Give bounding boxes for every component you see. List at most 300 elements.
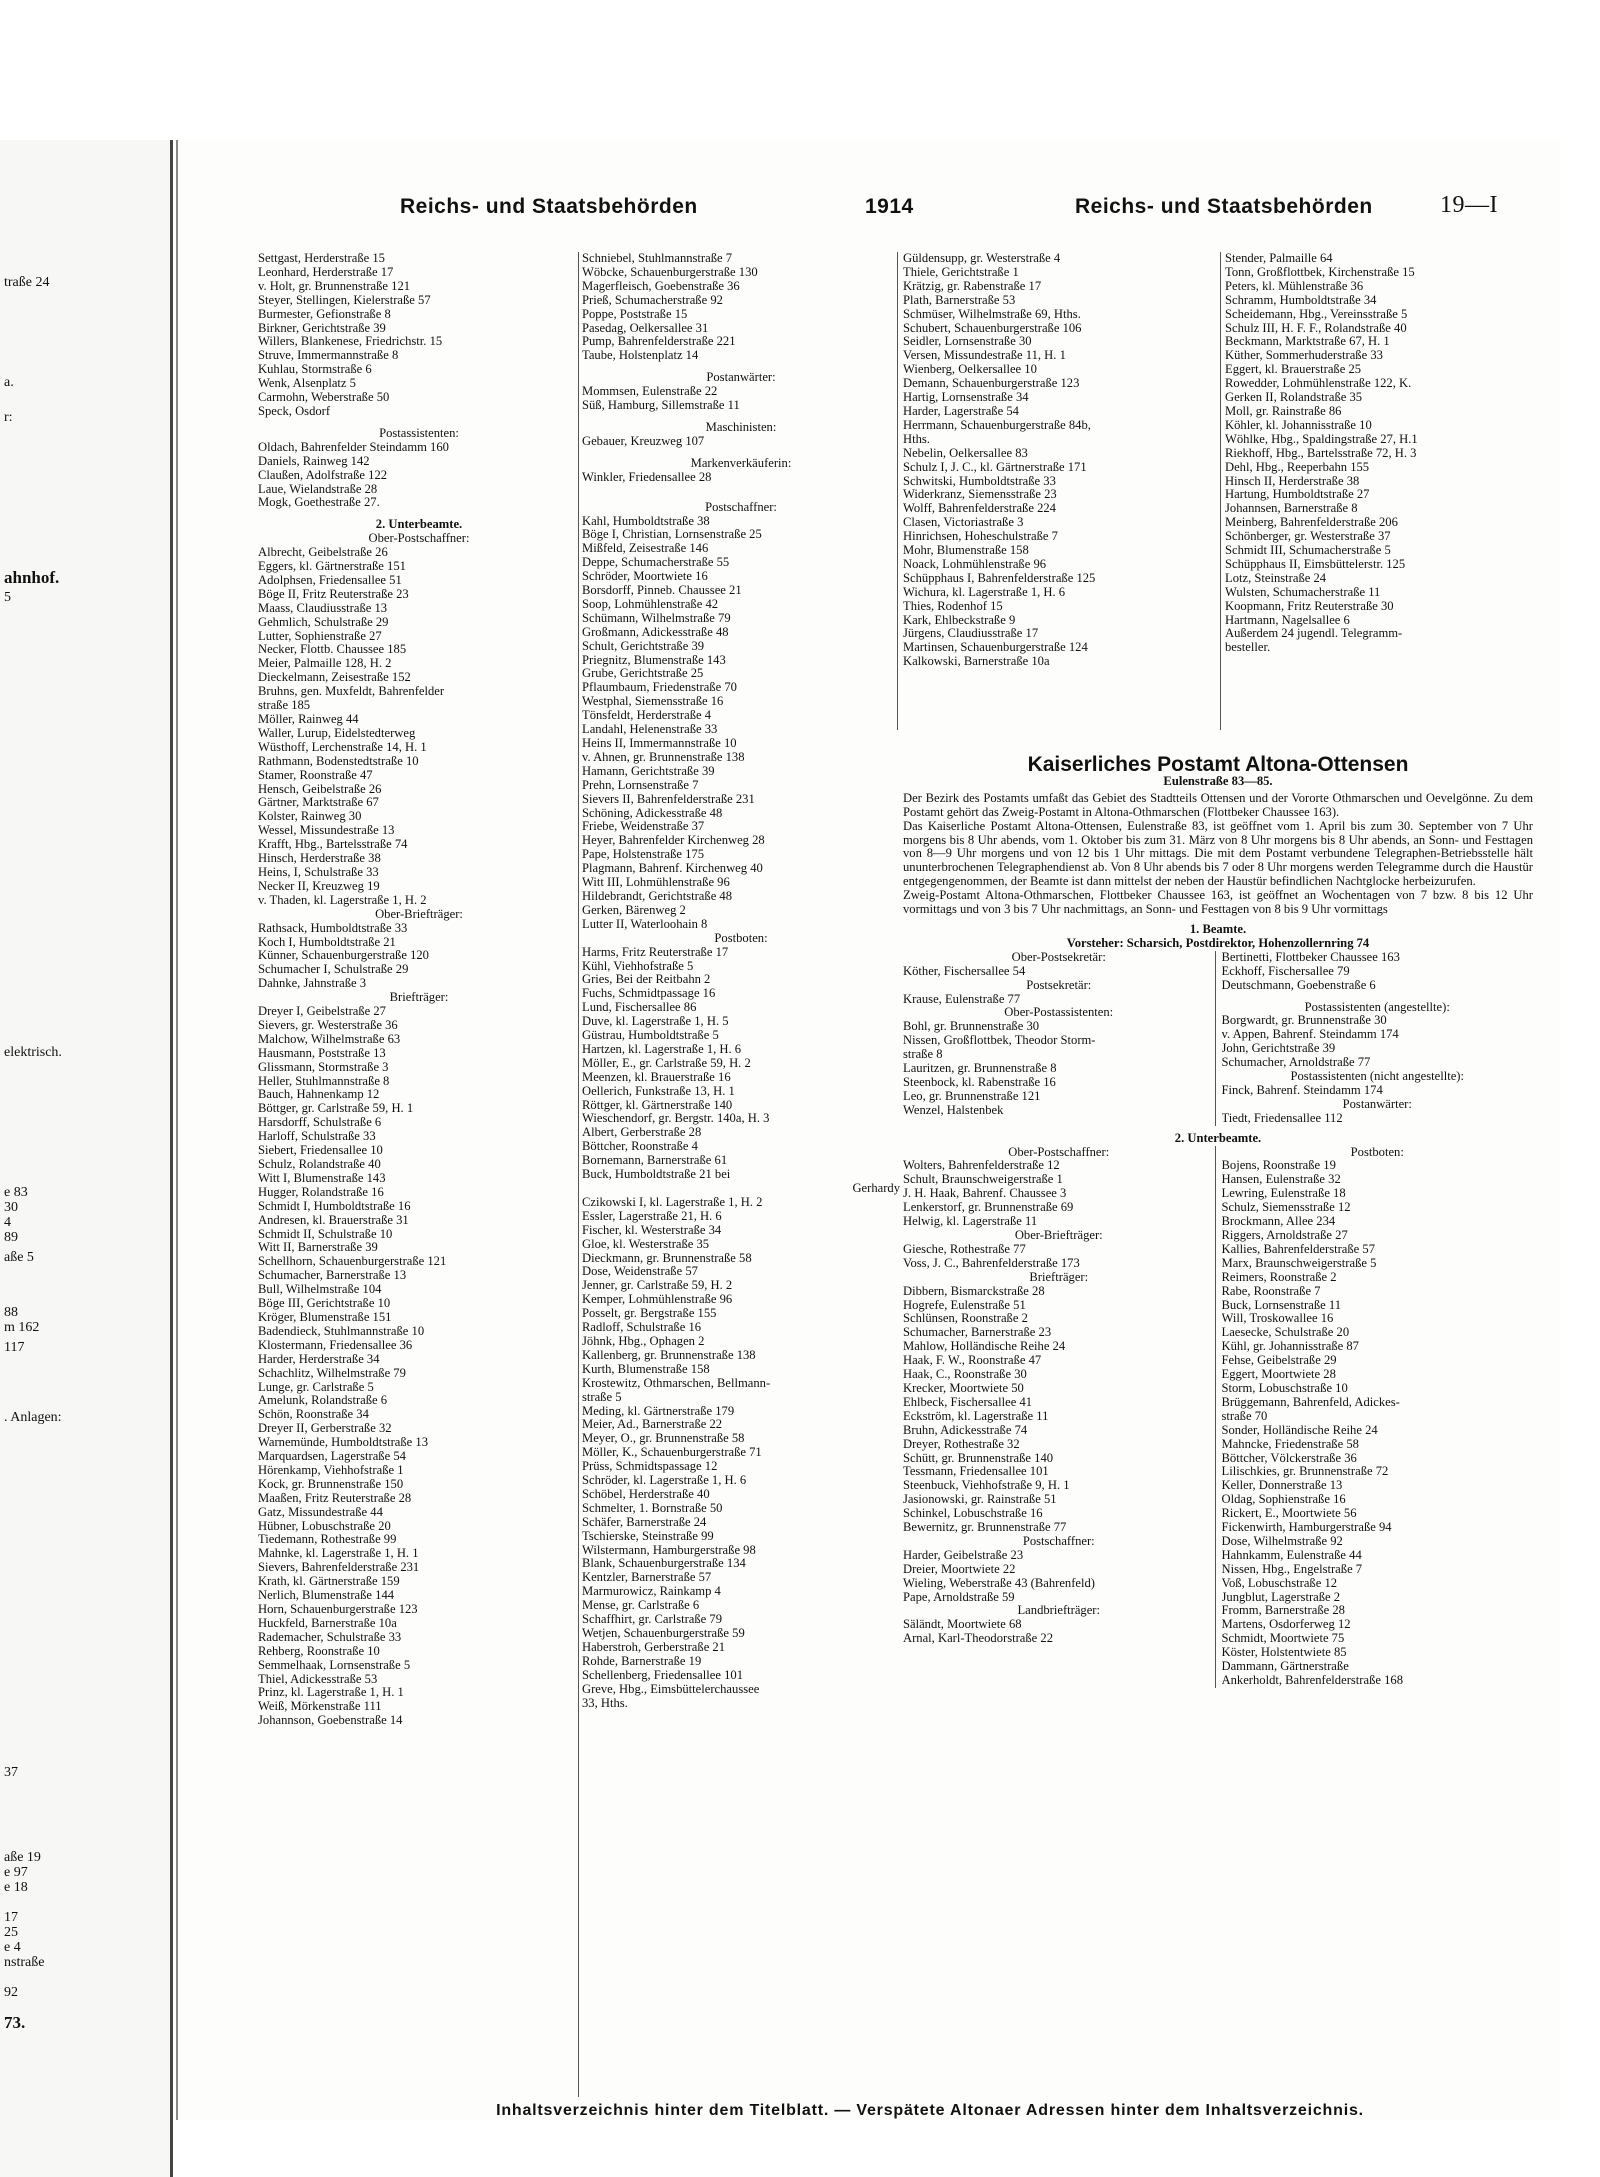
page-fragment-text: nstraße (4, 1955, 45, 1970)
directory-entry: Pape, Holstenstraße 175 (582, 848, 705, 862)
directory-entry: Wilstermann, Hamburgerstraße 98 (582, 1543, 756, 1557)
group-heading: Briefträger: (1029, 1269, 1089, 1284)
directory-entry: Finck, Bahrenf. Steindamm 174 (1221, 1083, 1383, 1097)
page-fragment-text: elektrisch. (4, 1045, 62, 1060)
directory-entry: Schwitski, Humboldtstraße 33 (903, 474, 1056, 488)
directory-entry: Wenzel, Halstenbek (903, 1103, 1004, 1117)
directory-entry: Wetjen, Schauenburgerstraße 59 (582, 1627, 745, 1640)
directory-entry: Heins II, Immermannstraße 10 (582, 737, 737, 750)
directory-entry: Bull, Wilhelmstraße 104 (258, 1283, 382, 1297)
directory-entry: Rickert, E., Moortwiete 56 (1221, 1507, 1357, 1521)
page-fragment-text: 89 (4, 1230, 18, 1245)
directory-entry: Schulz III, H. F. F., Rolandstraße 40 (1225, 321, 1407, 335)
directory-entry: Greve, Hbg., Eimsbüttelerchaussee (582, 1682, 760, 1696)
directory-entry: Schult, Braunschweigerstraße 1 (903, 1173, 1063, 1187)
directory-entry: Schumacher, Barnerstraße 13 (258, 1269, 407, 1283)
section-para-1: Der Bezirk des Postamts umfaßt das Gebiet des Stadtteils Ottensen und der Vororte Othmarschen und Oevelgönne. Zu dem Postamt gehört das Zweig-Postamt in Altona-Othmarschen (Flottbeker Chaussee 163). (903, 790, 1533, 819)
directory-entry: Wöhlke, Hbg., Spaldingstraße 27, H.1 (1225, 432, 1418, 446)
directory-entry: Schellhorn, Schauenburgerstraße 121 (258, 1255, 447, 1269)
directory-entry: Harder, Herderstraße 34 (258, 1352, 380, 1366)
directory-entry: Sonder, Holländische Reihe 24 (1221, 1423, 1378, 1437)
directory-entry: Schellenberg, Friedensallee 101 (582, 1668, 743, 1682)
directory-entry: Necker, Flottb. Chaussee 185 (258, 643, 407, 657)
directory-entry: Voss, J. C., Bahrenfelderstraße 173 (903, 1256, 1080, 1270)
directory-entry: Mohr, Blumenstraße 158 (903, 544, 1029, 558)
header-left: Reichs- und Staatsbehörden (400, 195, 698, 218)
directory-entry: Dose, Wilhelmstraße 92 (1221, 1534, 1343, 1548)
directory-entry: Mißfeld, Zeisestraße 146 (582, 542, 709, 556)
directory-entry: Marx, Braunschweigerstraße 5 (1221, 1256, 1377, 1270)
column-rule (1220, 252, 1221, 730)
directory-entry: Tschierske, Steinstraße 99 (582, 1529, 714, 1543)
directory-entry: Blank, Schauenburgerstraße 134 (582, 1557, 746, 1571)
directory-entry: Herrmann, Schauenburgerstraße 84b, (903, 418, 1091, 432)
directory-entry: Noack, Lohmühlenstraße 96 (903, 557, 1047, 571)
page-fragment-text: m 162 (4, 1320, 40, 1335)
directory-entry: straße 70 (1221, 1409, 1268, 1423)
directory-entry: Schinkel, Lobuschstraße 16 (903, 1507, 1043, 1521)
directory-entry: Deppe, Schumacherstraße 55 (582, 556, 730, 570)
directory-entry: Plagmann, Bahrenf. Kirchenweg 40 (582, 862, 763, 876)
page-number: 19—I (1440, 192, 1498, 218)
group-heading: Postsekretär: (1026, 977, 1092, 992)
group-heading: Ober-Briefträger: (1014, 1228, 1103, 1242)
directory-entry: Harloff, Schulstraße 33 (258, 1130, 376, 1144)
directory-entry: Küther, Sommerhuderstraße 33 (1225, 349, 1383, 363)
directory-entry: Schulz, Siemensstraße 12 (1221, 1201, 1351, 1215)
directory-entry: Laesecke, Schulstraße 20 (1221, 1326, 1350, 1340)
directory-entry: Hartig, Lornsenstraße 34 (903, 391, 1029, 405)
column-2 (582, 252, 900, 1710)
directory-entry: Schmelter, 1. Bornstraße 50 (582, 1501, 723, 1515)
group-heading: Postanwärter: (706, 370, 776, 385)
directory-entry: Demann, Schauenburgerstraße 123 (903, 377, 1080, 391)
directory-entry: v. Appen, Bahrenf. Steindamm 174 (1221, 1028, 1399, 1042)
directory-entry: Möller, Rainweg 44 (258, 713, 359, 726)
directory-entry: Bohl, gr. Brunnenstraße 30 (903, 1020, 1040, 1034)
directory-entry: Bewernitz, gr. Brunnenstraße 77 (903, 1521, 1067, 1535)
entry-continuation: Gerhardy (852, 1182, 900, 1195)
directory-entry: Fehse, Geibelstraße 29 (1221, 1354, 1337, 1368)
group-heading: Postschaffner: (1022, 1533, 1095, 1548)
directory-entry: Fuchs, Schmidtpassage 16 (582, 987, 716, 1001)
page-fragment-text: 4 (4, 1215, 11, 1230)
directory-entry: Tönsfeldt, Herderstraße 4 (582, 709, 712, 723)
directory-entry: Lutter, Sophienstraße 27 (258, 629, 382, 643)
directory-entry: Schmidt II, Schulstraße 10 (258, 1227, 393, 1241)
page-fragment-text: . Anlagen: (4, 1410, 62, 1425)
directory-entry: Hansen, Eulenstraße 32 (1221, 1173, 1341, 1187)
directory-entry: Mommsen, Eulenstraße 22 (582, 385, 718, 399)
directory-entry: Burmester, Gefionstraße 8 (258, 307, 391, 321)
directory-entry: Dreyer, Rothestraße 32 (903, 1437, 1020, 1451)
directory-entry: Willers, Blankenese, Friedrichstr. 15 (258, 335, 443, 349)
directory-entry: Güldensupp, gr. Westerstraße 4 (903, 252, 1061, 265)
directory-entry: Schüpphaus I, Bahrenfelderstraße 125 (903, 571, 1096, 585)
directory-entry: Brüggemann, Bahrenfeld, Adickes- (1221, 1395, 1400, 1409)
directory-entry: Albert, Gerberstraße 28 (582, 1126, 702, 1140)
directory-entry: Kolster, Rainweg 30 (258, 810, 362, 824)
directory-entry: Warnemünde, Humboldtstraße 13 (258, 1436, 429, 1450)
directory-entry: Lilischkies, gr. Brunnenstraße 72 (1221, 1465, 1389, 1479)
page-fragment-text: e 18 (4, 1880, 28, 1895)
page-fragment-text: 5 (4, 590, 11, 605)
directory-entry: Stender, Palmaille 64 (1225, 252, 1333, 265)
directory-entry: Plath, Barnerstraße 53 (903, 293, 1016, 307)
directory-entry: Seidler, Lornsenstraße 30 (903, 335, 1032, 349)
directory-entry: Meyer, O., gr. Brunnenstraße 58 (582, 1432, 745, 1446)
directory-entry: Kühl, Viehhofstraße 5 (582, 959, 694, 973)
directory-entry: Maaßen, Fritz Reuterstraße 28 (258, 1491, 412, 1505)
group-heading: Postassistenten (nicht angestellte): (1290, 1069, 1464, 1084)
directory-entry: Lutter II, Waterloohain 8 (582, 917, 708, 931)
directory-entry: Landahl, Helenenstraße 33 (582, 723, 718, 737)
directory-entry: Hogrefe, Eulenstraße 51 (903, 1298, 1026, 1312)
directory-entry: Kentzler, Barnerstraße 57 (582, 1571, 712, 1585)
directory-entry: Tessmann, Friedensallee 101 (903, 1465, 1049, 1479)
directory-entry: Soop, Lohmühlenstraße 42 (582, 597, 719, 611)
directory-entry: Schaffhirt, gr. Carlstraße 79 (582, 1613, 723, 1627)
directory-entry: Böttcher, Roonstraße 4 (582, 1140, 698, 1154)
directory-entry: Harsdorff, Schulstraße 6 (258, 1116, 382, 1130)
directory-entry: Badendieck, Stuhlmannstraße 10 (258, 1324, 425, 1338)
directory-entry: Wessel, Missundestraße 13 (258, 824, 395, 838)
directory-entry: Schachlitz, Wilhelmstraße 79 (258, 1366, 406, 1380)
directory-entry: Wienberg, Oelkersallee 10 (903, 363, 1037, 377)
directory-entry: Schramm, Humboldtstraße 34 (1225, 293, 1377, 307)
directory-entry: Steenbuck, Viehhofstraße 9, H. 1 (903, 1479, 1070, 1493)
directory-entry: Schmidt III, Schumacherstraße 5 (1225, 544, 1391, 558)
directory-entry: Hausmann, Poststraße 13 (258, 1046, 386, 1060)
page-fragment-text: e 4 (4, 1940, 21, 1955)
directory-entry: Settgast, Herderstraße 15 (258, 252, 385, 265)
directory-entry: Böge III, Gerichtstraße 10 (258, 1297, 391, 1311)
directory-entry: Nissen, Hbg., Engelstraße 7 (1221, 1562, 1363, 1576)
section-para-3: Zweig-Postamt Altona-Othmarschen, Flottbeker Chaussee 163, ist geöffnet an Wochentagen von 7 bzw. 8 bis 12 Uhr vormittags und von 3 bis 7 Uhr nachmittags, an Sonn- und Festtagen von 8 bis 9 Uhr vormittags (903, 888, 1533, 917)
unterbeamte-heading: 2. Unterbeamte. (1174, 1130, 1262, 1145)
directory-entry: Kurth, Blumenstraße 158 (582, 1362, 710, 1376)
directory-entry: Hensch, Geibelstraße 26 (258, 782, 382, 796)
directory-entry: Kühl, gr. Johannisstraße 87 (1221, 1340, 1359, 1354)
page-fragment-text: ahnhof. (4, 568, 60, 587)
directory-entry: Jasionowski, gr. Rainstraße 51 (903, 1493, 1057, 1507)
directory-entry: Versen, Missundestraße 11, H. 1 (903, 349, 1066, 363)
directory-entry: Eggers, kl. Gärtnerstraße 151 (258, 560, 406, 574)
directory-entry: Rademacher, Schulstraße 33 (258, 1630, 402, 1644)
page-fragment-text: aße 5 (4, 1250, 34, 1265)
directory-entry: Westphal, Siemensstraße 16 (582, 695, 724, 709)
unterbeamte-left (903, 1146, 1215, 1688)
directory-entry: v. Thaden, kl. Lagerstraße 1, H. 2 (258, 893, 427, 907)
directory-entry: Czikowski I, kl. Lagerstraße 1, H. 2 (582, 1195, 763, 1209)
directory-entry: Witt III, Lohmühlenstraße 96 (582, 876, 730, 890)
directory-entry: Schäfer, Barnerstraße 24 (582, 1515, 707, 1529)
directory-entry: Necker II, Kreuzweg 19 (258, 879, 380, 893)
directory-entry: Duve, kl. Lagerstraße 1, H. 5 (582, 1015, 729, 1029)
column-rule (578, 252, 579, 2097)
directory-entry: Böge II, Fritz Reuterstraße 23 (258, 587, 409, 601)
directory-entry: Bojens, Roonstraße 19 (1221, 1159, 1336, 1173)
page-fragment-text: traße 24 (4, 275, 50, 290)
group-heading: Postschaffner: (705, 499, 777, 514)
directory-entry: Stamer, Roonstraße 47 (258, 768, 373, 782)
directory-entry: Buck, Lornsenstraße 11 (1221, 1298, 1341, 1312)
section-title: Kaiserliches Postamt Altona-Ottensen (1027, 753, 1409, 776)
beamte-right (1215, 951, 1534, 1126)
directory-entry: Möller, E., gr. Carlstraße 59, H. 2 (582, 1056, 751, 1070)
directory-entry: Eggert, Moortwiete 28 (1221, 1368, 1336, 1382)
directory-entry: Nerlich, Blumenstraße 144 (258, 1589, 395, 1603)
directory-entry: Glissmann, Stormstraße 3 (258, 1060, 389, 1074)
directory-entry: Kallenberg, gr. Brunnenstraße 138 (582, 1348, 756, 1362)
directory-entry: Meier, Ad., Barnerstraße 22 (582, 1418, 723, 1432)
directory-entry: Schumacher I, Schulstraße 29 (258, 963, 409, 977)
directory-entry: Bertinetti, Flottbeker Chaussee 163 (1221, 950, 1400, 964)
directory-entry: Tonn, Großflottbek, Kirchenstraße 15 (1225, 265, 1415, 279)
directory-entry: Prinz, kl. Lagerstraße 1, H. 1 (258, 1686, 404, 1700)
directory-entry: Albrecht, Geibelstraße 26 (258, 546, 388, 560)
directory-entry: Mahnke, kl. Lagerstraße 1, H. 1 (258, 1547, 419, 1561)
directory-entry: Schümann, Wilhelmstraße 79 (582, 611, 731, 625)
group-heading: Ober-Postassistenten: (1004, 1005, 1114, 1020)
directory-entry: Röttger, kl. Gärtnerstraße 140 (582, 1098, 733, 1112)
group-heading: Ober-Postschaffner: (1008, 1144, 1110, 1159)
directory-entry: Eckhoff, Fischersallee 79 (1221, 964, 1350, 978)
directory-entry: Schröder, kl. Lagerstraße 1, H. 6 (582, 1474, 747, 1488)
section-para-2: Das Kaiserliche Postamt Altona-Ottensen, Eulenstraße 83, ist geöffnet vom 1. April bis zum 30. September von 7 Uhr morgens bis 8 Uhr abends, vom 1. Oktober bis zum 31. März von 8 Uhr morgens bis 8 Uhr abends, an Sonn- und Festtagen von 8—9 Uhr morgens und von 12 bis 1 Uhr mittags. Die mit dem Postamt verbundene Telegraphen-Betriebsstelle hält ununterbrochenen Telegraphendienst ab. Von 8 Uhr abends bis 7 oder 8 Uhr morgens werden Telegramme durch die Haustür entgegengenommen, der Beamte ist dann mittelst der neben der Haustür befindlichen Nachtglocke herbeizurufen. (903, 818, 1533, 889)
directory-entry: Wenk, Alsenplatz 5 (258, 377, 356, 391)
directory-entry: Marmurowicz, Rainkamp 4 (582, 1585, 721, 1599)
directory-entry: Pasedag, Oelkersallee 31 (582, 321, 709, 335)
directory-entry: Thiele, Gerichtstraße 1 (903, 265, 1019, 279)
directory-entry: Klostermann, Friedensallee 36 (258, 1338, 413, 1352)
directory-entry: Tiedt, Friedensallee 112 (1221, 1111, 1343, 1125)
column-4 (1225, 252, 1525, 655)
directory-entry: Gloe, kl. Westerstraße 35 (582, 1237, 710, 1251)
directory-entry: Deutschmann, Goebenstraße 6 (1221, 978, 1376, 992)
directory-entry: Widerkranz, Siemensstraße 23 (903, 488, 1057, 502)
directory-entry: Lewring, Eulenstraße 18 (1221, 1187, 1346, 1201)
directory-entry: straße 5 (582, 1390, 622, 1404)
directory-entry: Weiß, Mörkenstraße 111 (258, 1700, 382, 1714)
directory-entry: Reimers, Roonstraße 2 (1221, 1270, 1337, 1284)
directory-entry: Kemper, Lohmühlenstraße 96 (582, 1293, 733, 1307)
directory-entry: Säländt, Moortwiete 68 (903, 1618, 1022, 1632)
directory-entry: Andresen, kl. Brauerstraße 31 (258, 1213, 409, 1227)
directory-entry: Kahl, Humboldtstraße 38 (582, 514, 710, 528)
directory-entry: Heins, I, Schulstraße 33 (258, 865, 379, 879)
directory-entry: Koopmann, Fritz Reuterstraße 30 (1225, 599, 1394, 613)
page-footer: Inhaltsverzeichnis hinter dem Titelblatt. — Verspätete Altonaer Adressen hinter dem Inhaltsverzeichnis. (496, 2102, 1364, 2119)
directory-entry: Hinrichsen, Hoheschulstraße 7 (903, 530, 1058, 544)
beamte-heading: 1. Beamte. (1189, 921, 1247, 936)
directory-entry: Steenbock, kl. Rabenstraße 16 (903, 1075, 1056, 1089)
directory-entry: Sievers, Bahrenfelderstraße 231 (258, 1561, 420, 1575)
directory-entry: Waller, Lurup, Eidelstedterweg (258, 726, 416, 740)
scan-margin (0, 0, 1600, 55)
directory-entry: Krätzig, gr. Rabenstraße 17 (903, 279, 1042, 293)
page-fragment-text: 37 (4, 1765, 18, 1780)
directory-entry: Martens, Osdorferweg 12 (1221, 1618, 1351, 1632)
adjacent-page-fragment (0, 140, 173, 2177)
directory-entry: Wichura, kl. Lagerstraße 1, H. 6 (903, 585, 1066, 599)
page-header (400, 192, 1510, 225)
directory-entry: Dammann, Gärtnerstraße (1221, 1660, 1349, 1674)
directory-entry: Hörenkamp, Viehhofstraße 1 (258, 1463, 404, 1477)
directory-entry: Tiedemann, Rothestraße 99 (258, 1533, 397, 1547)
page-fragment-text: e 97 (4, 1865, 28, 1880)
directory-entry: Dreyer II, Gerberstraße 32 (258, 1422, 392, 1436)
directory-entry: Koch I, Humboldtstraße 21 (258, 935, 396, 949)
directory-entry: Meding, kl. Gärtnerstraße 179 (582, 1404, 735, 1418)
directory-entry: Schubert, Schauenburgerstraße 106 (903, 321, 1082, 335)
directory-entry: Witt II, Barnerstraße 39 (258, 1241, 378, 1255)
beamte-left (903, 951, 1215, 1126)
directory-entry: Außerdem 24 jugendl. Telegramm- (1225, 627, 1403, 641)
directory-entry: Wöbcke, Schauenburgerstraße 130 (582, 265, 758, 279)
directory-entry: Schönberger, gr. Westerstraße 37 (1225, 530, 1391, 544)
directory-entry: Rathsack, Humboldtstraße 33 (258, 921, 408, 935)
directory-entry: Böttger, gr. Carlstraße 59, H. 1 (258, 1102, 414, 1116)
directory-entry: Grube, Gerichtstraße 25 (582, 667, 704, 681)
directory-entry: Dibbern, Bismarckstraße 28 (903, 1284, 1045, 1298)
directory-entry: Posselt, gr. Bergstraße 155 (582, 1307, 717, 1321)
directory-entry: Fromm, Barnerstraße 28 (1221, 1604, 1345, 1618)
directory-entry: Keller, Donnerstraße 13 (1221, 1479, 1343, 1493)
directory-entry: Amelunk, Rolandstraße 6 (258, 1394, 388, 1408)
directory-entry: Harms, Fritz Reuterstraße 17 (582, 945, 729, 959)
column-rule (897, 252, 898, 730)
directory-entry: Kröger, Blumenstraße 151 (258, 1310, 392, 1324)
page-fragment-text: 30 (4, 1200, 18, 1215)
directory-entry: Martinsen, Schauenburgerstraße 124 (903, 641, 1088, 655)
directory-entry: Kock, gr. Brunnenstraße 150 (258, 1477, 404, 1491)
directory-entry: John, Gerichtstraße 39 (1221, 1042, 1336, 1056)
directory-entry: Dehl, Hbg., Reeperbahn 155 (1225, 460, 1370, 474)
directory-entry: Magerfleisch, Goebenstraße 36 (582, 279, 740, 293)
directory-entry: Leo, gr. Brunnenstraße 121 (903, 1089, 1041, 1103)
directory-entry: Claußen, Adolfstraße 122 (258, 468, 388, 482)
directory-entry: Taube, Holstenplatz 14 (582, 349, 699, 363)
directory-entry: Bruhn, Adickesstraße 74 (903, 1423, 1028, 1437)
directory-entry: Dieckmann, gr. Brunnenstraße 58 (582, 1251, 752, 1265)
directory-entry: Nissen, Großflottbek, Theodor Storm- (903, 1034, 1096, 1048)
directory-entry: Pape, Arnoldstraße 59 (903, 1590, 1015, 1604)
directory-entry: Radloff, Schulstraße 16 (582, 1321, 702, 1335)
directory-entry: Johannson, Goebenstraße 14 (258, 1714, 403, 1728)
directory-entry: Schulz I, J. C., kl. Gärtnerstraße 171 (903, 460, 1087, 474)
directory-entry: Wolff, Bahrenfelderstraße 224 (903, 502, 1056, 516)
directory-entry: Hinsch, Herderstraße 38 (258, 852, 381, 866)
directory-entry: Bauch, Hahnenkamp 12 (258, 1088, 380, 1102)
directory-entry: Essler, Lagerstraße 21, H. 6 (582, 1209, 722, 1223)
directory-entry: straße 8 (903, 1048, 943, 1062)
directory-entry: Siebert, Friedensallee 10 (258, 1144, 383, 1158)
directory-entry: Schmüser, Wilhelmstraße 69, Hths. (903, 307, 1081, 321)
directory-entry: Ehlbeck, Fischersallee 41 (903, 1395, 1033, 1409)
directory-entry: Güstrau, Humboldtstraße 5 (582, 1029, 719, 1043)
group-heading: Postanwärter: (1342, 1096, 1412, 1111)
directory-entry: Leonhard, Herderstraße 17 (258, 265, 394, 279)
postamt-section (903, 753, 1533, 1688)
directory-entry: Wieling, Weberstraße 43 (Bahrenfeld) (903, 1576, 1095, 1590)
header-right: Reichs- und Staatsbehörden (1075, 195, 1373, 218)
directory-entry: Mahncke, Friedenstraße 58 (1221, 1437, 1359, 1451)
directory-entry: Schmidt, Moortwiete 75 (1221, 1632, 1345, 1646)
directory-entry: Kalkowski, Barnerstraße 10a (903, 655, 1050, 669)
directory-entry: Schmidt I, Humboldtstraße 16 (258, 1199, 411, 1213)
group-heading: Ober-Briefträger: (375, 906, 463, 921)
directory-entry: Haberstroh, Gerberstraße 21 (582, 1640, 726, 1654)
directory-entry: Hinsch II, Herderstraße 38 (1225, 474, 1360, 488)
directory-entry: Peters, kl. Mühlenstraße 36 (1225, 279, 1364, 293)
directory-entry: Hamann, Gerichtstraße 39 (582, 764, 715, 778)
directory-entry: Voß, Lobuschstraße 12 (1221, 1576, 1338, 1590)
directory-entry: Giesche, Rothestraße 77 (903, 1242, 1026, 1256)
directory-entry: Bornemann, Barnerstraße 61 (582, 1154, 728, 1168)
directory-entry: Laue, Wielandstraße 28 (258, 482, 378, 496)
directory-entry: Lotz, Steinstraße 24 (1225, 571, 1327, 585)
page-fragment-text: 92 (4, 1985, 18, 2000)
directory-entry: v. Holt, gr. Brunnenstraße 121 (258, 279, 411, 293)
directory-entry: Schumacher, Barnerstraße 23 (903, 1326, 1052, 1340)
directory-entry: Borgwardt, gr. Brunnenstraße 30 (1221, 1014, 1387, 1028)
directory-entry: Böge I, Christian, Lornsenstraße 25 (582, 528, 762, 542)
group-heading: Postassistenten (angestellte): (1304, 999, 1450, 1014)
directory-entry: Köster, Holstentwiete 85 (1221, 1646, 1347, 1660)
directory-entry: Lauritzen, gr. Brunnenstraße 8 (903, 1062, 1057, 1076)
column-3 (903, 252, 1221, 669)
directory-entry: Lunge, gr. Carlstraße 5 (258, 1380, 374, 1394)
directory-entry: Thiel, Adickesstraße 53 (258, 1672, 378, 1686)
directory-entry: Jöhnk, Hbg., Ophagen 2 (582, 1334, 705, 1348)
directory-entry: Wulsten, Schumacherstraße 11 (1225, 585, 1381, 599)
directory-entry: Krafft, Hbg., Bartelsstraße 74 (258, 838, 408, 852)
directory-entry: Gries, Bei der Reitbahn 2 (582, 973, 711, 987)
directory-entry: Mahlow, Holländische Reihe 24 (903, 1340, 1066, 1354)
directory-entry: Riekhoff, Hbg., Bartelsstraße 72, H. 3 (1225, 446, 1417, 460)
directory-entry: Pflaumbaum, Friedenstraße 70 (582, 681, 737, 695)
scan-edge (1560, 120, 1600, 2177)
directory-entry: Oldag, Sophienstraße 16 (1221, 1493, 1346, 1507)
directory-entry: Riggers, Arnoldstraße 27 (1221, 1229, 1348, 1242)
directory-entry: Mogk, Goethestraße 27. (258, 496, 380, 510)
directory-entry: Meinberg, Bahrenfelderstraße 206 (1225, 516, 1398, 530)
page-fragment-text: aße 19 (4, 1850, 41, 1865)
section-address: Eulenstraße 83—85. (1163, 773, 1273, 788)
directory-entry: Dreier, Moortwiete 22 (903, 1562, 1016, 1576)
directory-entry: Prehn, Lornsenstraße 7 (582, 778, 699, 792)
directory-entry: Sievers, gr. Westerstraße 36 (258, 1018, 398, 1032)
directory-entry: Großmann, Adickesstraße 48 (582, 625, 729, 639)
directory-entry: J. H. Haak, Bahrenf. Chaussee 3 (903, 1187, 1067, 1201)
directory-entry: Kark, Ehlbeckstraße 9 (903, 613, 1016, 627)
group-heading: Postboten: (1350, 1144, 1404, 1159)
directory-entry: Künner, Schauenburgerstraße 120 (258, 949, 429, 963)
directory-entry: Jungblut, Lagerstraße 2 (1221, 1590, 1341, 1604)
column-1 (258, 252, 580, 1728)
directory-entry: Storm, Lobuschstraße 10 (1221, 1381, 1348, 1395)
directory-entry: Moll, gr. Rainstraße 86 (1225, 404, 1342, 418)
directory-entry: Gatz, Missundestraße 44 (258, 1505, 383, 1519)
directory-entry: Rehberg, Roonstraße 10 (258, 1644, 380, 1658)
directory-entry: Dreyer I, Geibelstraße 27 (258, 1005, 386, 1019)
directory-entry: Witt I, Blumenstraße 143 (258, 1171, 386, 1185)
directory-entry: Gärtner, Marktstraße 67 (258, 796, 379, 810)
directory-entry: Fickenwirth, Hamburgerstraße 94 (1221, 1521, 1392, 1535)
directory-entry: Süß, Hamburg, Sillemstraße 11 (582, 399, 740, 413)
directory-entry: Wüsthoff, Lerchenstraße 14, H. 1 (258, 740, 427, 754)
